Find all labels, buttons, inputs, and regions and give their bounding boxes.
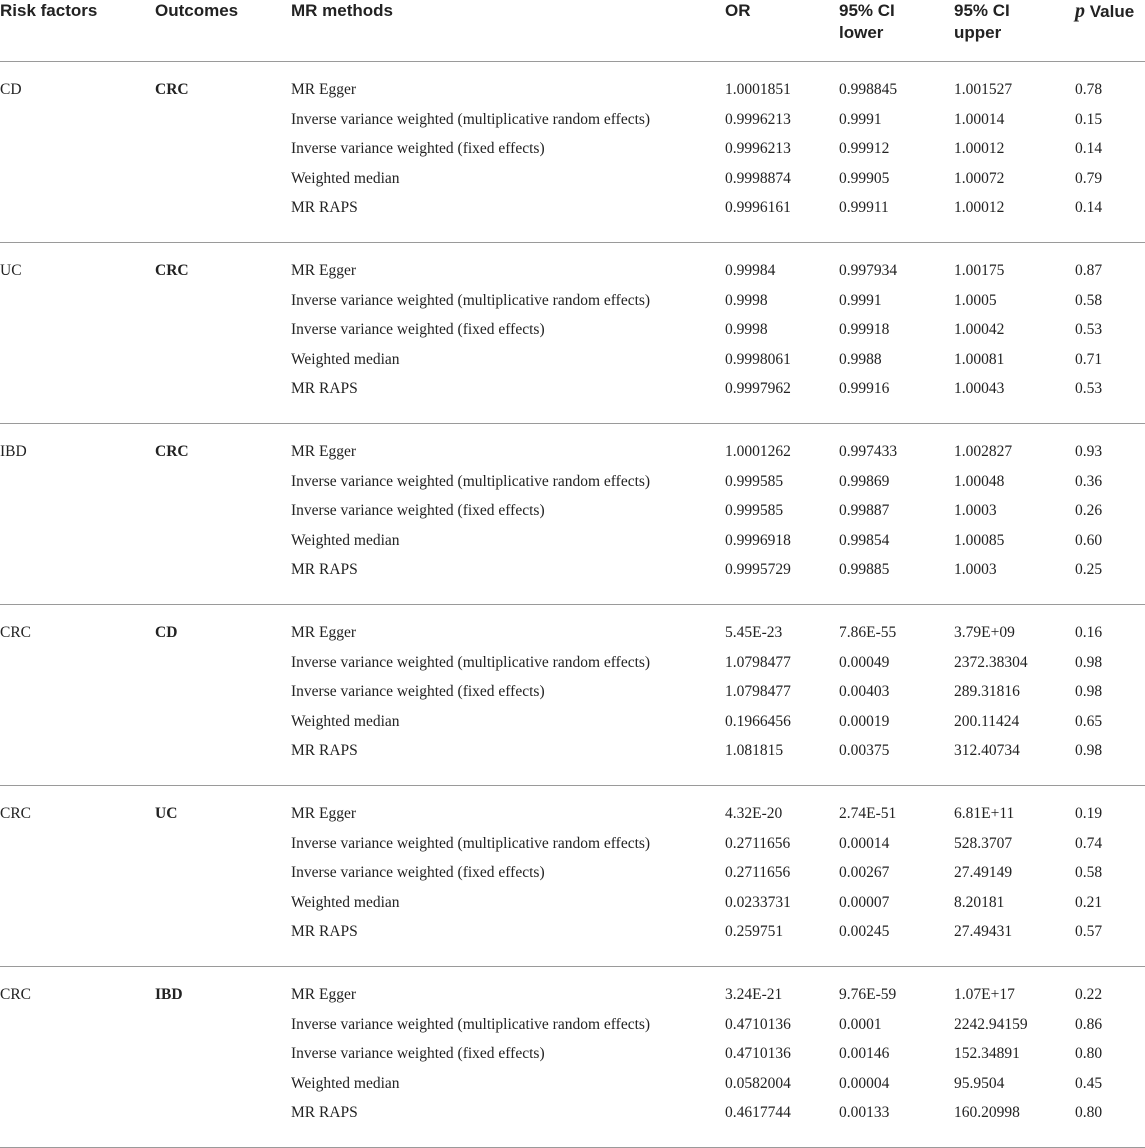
ci-lower-cell: 0.99869	[839, 473, 890, 490]
method-cell: Inverse variance weighted (fixed effects)	[291, 140, 545, 157]
p-value-cell: 0.65	[1075, 713, 1103, 730]
table-header	[0, 0, 1145, 62]
header-ci-lower	[839, 0, 895, 44]
p-value-cell: 0.45	[1075, 1075, 1103, 1092]
method-cell: MR Egger	[291, 624, 357, 641]
or-cell: 1.0001262	[725, 443, 791, 460]
ci-lower-cell: 0.9991	[839, 111, 882, 128]
ci-upper-cell: 1.00072	[954, 170, 1005, 187]
ci-lower-cell: 0.00375	[839, 742, 890, 759]
p-value-cell: 0.71	[1075, 351, 1103, 368]
or-cell: 0.9998	[725, 292, 768, 309]
or-cell: 0.9998061	[725, 351, 791, 368]
p-value-cell: 0.86	[1075, 1016, 1103, 1033]
method-cell: Inverse variance weighted (fixed effects)	[291, 1045, 545, 1062]
outcome-cell: CRC	[155, 262, 189, 279]
ci-lower-cell: 0.9991	[839, 292, 882, 309]
or-cell: 0.9996213	[725, 140, 791, 157]
or-cell: 0.2711656	[725, 835, 791, 852]
p-value-cell: 0.58	[1075, 864, 1103, 881]
p-value-cell: 0.58	[1075, 292, 1103, 309]
method-cell: Weighted median	[291, 532, 400, 549]
p-value-cell: 0.79	[1075, 170, 1103, 187]
outcome-cell: CRC	[155, 81, 189, 98]
ci-upper-cell: 160.20998	[954, 1104, 1020, 1121]
or-cell: 0.1966456	[725, 713, 791, 730]
ci-lower-cell: 0.99885	[839, 561, 890, 578]
method-cell: Inverse variance weighted (multiplicative random effects)	[291, 111, 651, 128]
or-cell: 1.0798477	[725, 683, 791, 700]
ci-lower-cell: 0.00019	[839, 713, 890, 730]
ci-lower-cell: 0.99916	[839, 380, 890, 397]
ci-lower-cell: 0.99912	[839, 140, 890, 157]
or-cell: 0.999585	[725, 502, 784, 519]
ci-upper-cell: 1.0005	[954, 292, 997, 309]
ci-upper-cell: 95.9504	[954, 1075, 1005, 1092]
p-value-cell: 0.98	[1075, 683, 1103, 700]
or-cell: 1.081815	[725, 742, 784, 759]
ci-lower-cell: 0.00007	[839, 894, 890, 911]
table-group	[0, 243, 1145, 424]
ci-upper-cell: 8.20181	[954, 894, 1005, 911]
ci-upper-cell: 6.81E+11	[954, 805, 1015, 822]
p-value-cell: 0.80	[1075, 1045, 1103, 1062]
ci-lower-cell: 0.00049	[839, 654, 890, 671]
method-cell: MR Egger	[291, 262, 357, 279]
or-cell: 0.259751	[725, 923, 784, 940]
method-cell: Inverse variance weighted (fixed effects)	[291, 864, 545, 881]
p-value-cell: 0.53	[1075, 321, 1103, 338]
risk-factor-cell: CRC	[0, 805, 32, 822]
ci-upper-cell: 152.34891	[954, 1045, 1020, 1062]
ci-upper-cell: 2242.94159	[954, 1016, 1028, 1033]
ci-upper-cell: 1.002827	[954, 443, 1013, 460]
method-cell: Inverse variance weighted (multiplicative random effects)	[291, 473, 651, 490]
table-group	[0, 62, 1145, 243]
ci-lower-cell: 0.00245	[839, 923, 890, 940]
ci-upper-cell: 2372.38304	[954, 654, 1028, 671]
ci-lower-cell: 0.997934	[839, 262, 898, 279]
header-ci-upper	[954, 0, 1010, 44]
p-value-cell: 0.15	[1075, 111, 1103, 128]
method-cell: Weighted median	[291, 1075, 400, 1092]
method-cell: MR RAPS	[291, 380, 358, 397]
header-or: OR	[725, 1, 751, 20]
ci-lower-cell: 0.9988	[839, 351, 882, 368]
header-risk-factors: Risk factors	[0, 1, 98, 20]
p-value-cell: 0.98	[1075, 654, 1103, 671]
method-cell: Inverse variance weighted (fixed effects)	[291, 321, 545, 338]
or-cell: 0.999585	[725, 473, 784, 490]
p-value-cell: 0.80	[1075, 1104, 1103, 1121]
method-cell: MR Egger	[291, 81, 357, 98]
ci-lower-cell: 0.00133	[839, 1104, 890, 1121]
ci-upper-cell: 289.31816	[954, 683, 1020, 700]
or-cell: 0.9997962	[725, 380, 791, 397]
method-cell: MR Egger	[291, 443, 357, 460]
method-cell: Weighted median	[291, 351, 400, 368]
or-cell: 0.9998874	[725, 170, 791, 187]
p-value-cell: 0.53	[1075, 380, 1103, 397]
table-group	[0, 967, 1145, 1148]
ci-upper-cell: 1.0003	[954, 561, 997, 578]
ci-upper-cell: 1.07E+17	[954, 986, 1015, 1003]
ci-upper-cell: 1.00014	[954, 111, 1005, 128]
method-cell: Inverse variance weighted (fixed effects)	[291, 683, 545, 700]
outcome-cell: CD	[155, 624, 178, 641]
ci-upper-cell: 1.00043	[954, 380, 1005, 397]
p-value-cell: 0.25	[1075, 561, 1103, 578]
ci-upper-cell: 27.49431	[954, 923, 1013, 940]
table-group	[0, 605, 1145, 786]
p-value-cell: 0.22	[1075, 986, 1103, 1003]
ci-upper-cell: 1.0003	[954, 502, 997, 519]
ci-upper-cell: 27.49149	[954, 864, 1013, 881]
method-cell: MR Egger	[291, 805, 357, 822]
ci-upper-cell: 312.40734	[954, 742, 1020, 759]
ci-upper-cell: 1.00042	[954, 321, 1005, 338]
p-value-cell: 0.14	[1075, 199, 1103, 216]
ci-upper-cell: 528.3707	[954, 835, 1013, 852]
ci-lower-cell: 0.99911	[839, 199, 889, 216]
ci-lower-cell: 0.00267	[839, 864, 890, 881]
risk-factor-cell: IBD	[0, 443, 27, 460]
ci-lower-cell: 0.99905	[839, 170, 890, 187]
risk-factor-cell: UC	[0, 262, 22, 279]
or-cell: 5.45E-23	[725, 624, 783, 641]
method-cell: Inverse variance weighted (multiplicative random effects)	[291, 654, 651, 671]
or-cell: 0.0582004	[725, 1075, 791, 1092]
method-cell: MR RAPS	[291, 561, 358, 578]
table-group	[0, 786, 1145, 967]
p-value-cell: 0.16	[1075, 624, 1103, 641]
ci-upper-cell: 1.00012	[954, 140, 1005, 157]
or-cell: 0.99984	[725, 262, 776, 279]
or-cell: 0.4710136	[725, 1016, 791, 1033]
ci-lower-cell: 0.00146	[839, 1045, 890, 1062]
method-cell: Weighted median	[291, 713, 400, 730]
or-cell: 3.24E-21	[725, 986, 783, 1003]
risk-factor-cell: CRC	[0, 624, 32, 641]
method-cell: Inverse variance weighted (fixed effects)	[291, 502, 545, 519]
header-ci-upper-line2: upper	[954, 23, 1002, 42]
or-cell: 0.9998	[725, 321, 768, 338]
header-ci-lower-line1: 95% CI	[839, 1, 895, 20]
ci-lower-cell: 0.99887	[839, 502, 890, 519]
method-cell: MR RAPS	[291, 1104, 358, 1121]
or-cell: 0.9996918	[725, 532, 791, 549]
header-p-word: Value	[1089, 2, 1135, 21]
ci-lower-cell: 2.74E-51	[839, 805, 897, 822]
header-ci-upper-line1: 95% CI	[954, 1, 1010, 20]
header-outcomes: Outcomes	[155, 1, 239, 20]
ci-upper-cell: 1.00175	[954, 262, 1005, 279]
ci-upper-cell: 1.00048	[954, 473, 1005, 490]
p-value-cell: 0.57	[1075, 923, 1103, 940]
p-value-cell: 0.87	[1075, 262, 1103, 279]
table-group	[0, 424, 1145, 605]
or-cell: 0.4617744	[725, 1104, 791, 1121]
ci-lower-cell: 0.00014	[839, 835, 890, 852]
ci-upper-cell: 200.11424	[954, 713, 1020, 730]
p-value-cell: 0.19	[1075, 805, 1103, 822]
ci-upper-cell: 1.00085	[954, 532, 1005, 549]
ci-upper-cell: 1.001527	[954, 81, 1013, 98]
ci-lower-cell: 0.00403	[839, 683, 890, 700]
outcome-cell: IBD	[155, 986, 183, 1003]
or-cell: 0.0233731	[725, 894, 791, 911]
or-cell: 0.9995729	[725, 561, 791, 578]
outcome-cell: UC	[155, 805, 178, 822]
ci-lower-cell: 0.00004	[839, 1075, 890, 1092]
method-cell: Inverse variance weighted (multiplicative random effects)	[291, 1016, 651, 1033]
p-value-cell: 0.26	[1075, 502, 1103, 519]
header-ci-lower-line2: lower	[839, 23, 884, 42]
method-cell: MR Egger	[291, 986, 357, 1003]
or-cell: 0.9996161	[725, 199, 791, 216]
ci-upper-cell: 1.00012	[954, 199, 1005, 216]
ci-lower-cell: 0.997433	[839, 443, 898, 460]
ci-upper-cell: 1.00081	[954, 351, 1005, 368]
p-value-cell: 0.98	[1075, 742, 1103, 759]
method-cell: MR RAPS	[291, 742, 358, 759]
header-mr-methods: MR methods	[291, 1, 393, 20]
method-cell: Weighted median	[291, 894, 400, 911]
ci-lower-cell: 0.99854	[839, 532, 890, 549]
p-value-cell: 0.93	[1075, 443, 1103, 460]
method-cell: Inverse variance weighted (multiplicative random effects)	[291, 292, 651, 309]
p-value-cell: 0.74	[1075, 835, 1103, 852]
method-cell: MR RAPS	[291, 923, 358, 940]
outcome-cell: CRC	[155, 443, 189, 460]
method-cell: Weighted median	[291, 170, 400, 187]
or-cell: 0.9996213	[725, 111, 791, 128]
ci-lower-cell: 9.76E-59	[839, 986, 897, 1003]
ci-lower-cell: 0.99918	[839, 321, 890, 338]
method-cell: Inverse variance weighted (multiplicative random effects)	[291, 835, 651, 852]
or-cell: 1.0798477	[725, 654, 791, 671]
or-cell: 4.32E-20	[725, 805, 783, 822]
method-cell: MR RAPS	[291, 199, 358, 216]
ci-lower-cell: 0.0001	[839, 1016, 882, 1033]
risk-factor-cell: CRC	[0, 986, 32, 1003]
ci-upper-cell: 3.79E+09	[954, 624, 1015, 641]
p-value-cell: 0.36	[1075, 473, 1103, 490]
p-value-cell: 0.14	[1075, 140, 1103, 157]
ci-lower-cell: 0.998845	[839, 81, 898, 98]
header-p-value	[1075, 0, 1134, 23]
risk-factor-cell: CD	[0, 81, 22, 98]
p-value-cell: 0.78	[1075, 81, 1103, 98]
or-cell: 1.0001851	[725, 81, 791, 98]
ci-lower-cell: 7.86E-55	[839, 624, 897, 641]
table-body	[0, 62, 1145, 1148]
header-p-symbol: p	[1075, 0, 1085, 22]
or-cell: 0.2711656	[725, 864, 791, 881]
p-value-cell: 0.60	[1075, 532, 1103, 549]
or-cell: 0.4710136	[725, 1045, 791, 1062]
p-value-cell: 0.21	[1075, 894, 1103, 911]
